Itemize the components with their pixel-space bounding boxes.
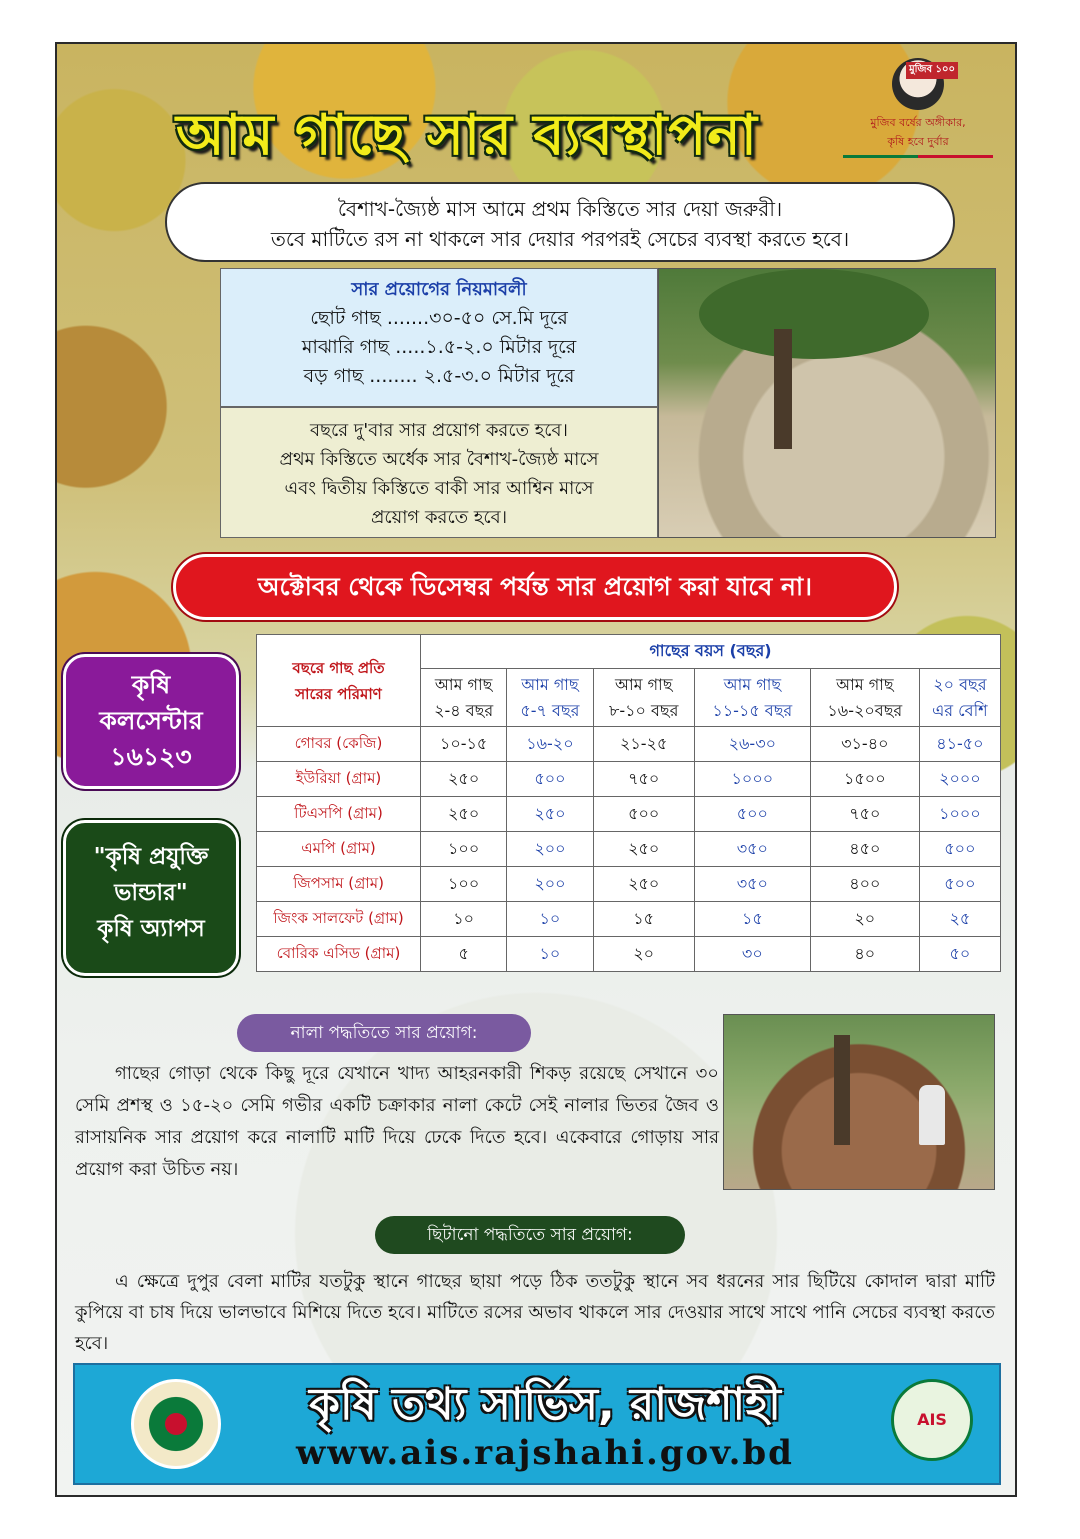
dose-cell: ১৫ — [694, 902, 810, 937]
table-label-header — [257, 635, 421, 727]
twice-yearly-box — [220, 407, 658, 538]
fertilizer-dose-table — [256, 634, 1001, 972]
footer — [73, 1363, 1001, 1485]
table-row — [257, 937, 1001, 972]
dose-cell: ৫০০ — [593, 797, 694, 832]
dose-cell: ২৫০ — [421, 762, 507, 797]
photo-trunk — [774, 329, 792, 449]
twice-line-3: এবং দ্বিতীয় কিস্তিতে বাকী সার আশ্বিন মাসে — [284, 478, 594, 499]
label-header-line-2: সারের পরিমাণ — [295, 684, 382, 703]
krishi-apps-badge — [63, 820, 239, 976]
rules-box — [220, 268, 658, 407]
timing-notice — [165, 182, 955, 262]
table-row — [257, 797, 1001, 832]
column-header-line-2: ১৬-২০বছর — [827, 700, 903, 720]
dose-cell: ১৬-২০ — [507, 727, 593, 762]
fertilizer-name: জিপসাম (গ্রাম) — [257, 867, 421, 902]
organization-name: কৃষি তথ্য সার্ভিস, রাজশাহী — [309, 1379, 781, 1430]
column-header-line-2: এর বেশি — [932, 700, 988, 720]
callcenter-line-2: কলসেন্টার — [99, 706, 203, 735]
label-header-line-1: বছরে গাছ প্রতি — [292, 658, 385, 677]
column-header-line-1: আম গাছ — [521, 674, 579, 694]
callcenter-line-1: কৃষি — [131, 670, 171, 699]
notice-line-2: তবে মাটিতে রস না থাকলে সার দেয়ার পরপরই সেচের ব্যবস্থা করতে হবে। — [270, 227, 850, 251]
fertilizer-name: এমপি (গ্রাম) — [257, 832, 421, 867]
dose-cell: ২৫০ — [593, 832, 694, 867]
trench-method-heading: নালা পদ্ধতিতে সার প্রয়োগ: — [237, 1014, 531, 1052]
column-header-line-2: ৫-৭ বছর — [520, 700, 580, 720]
call-center-badge — [63, 654, 239, 789]
age-column-header — [593, 669, 694, 727]
notice-line-1: বৈশাখ-জ্যৈষ্ঠ মাস আমে প্রথম কিস্তিতে সার দেয়া জরুরী। — [337, 197, 783, 221]
dose-cell: ৫০ — [919, 937, 1000, 972]
dose-cell: ৭৫০ — [810, 797, 919, 832]
photo2-farmer — [919, 1085, 945, 1145]
rule-large-tree: বড় গাছ ........ ২.৫-৩.০ মিটার দূরে — [303, 365, 575, 387]
rule-medium-tree: মাঝারি গাছ .....১.৫-২.০ মিটার দূরে — [301, 336, 577, 358]
badge-line-1: মুজিব বর্ষের অঙ্গীকার, — [870, 116, 966, 129]
column-header-line-1: আম গাছ — [723, 674, 782, 694]
table-row — [257, 832, 1001, 867]
age-column-header — [810, 669, 919, 727]
dose-cell: ১০ — [507, 902, 593, 937]
apps-line-1: "কৃষি প্রযুক্তি — [93, 844, 209, 870]
age-column-header — [507, 669, 593, 727]
table-row — [257, 762, 1001, 797]
broadcast-method-heading: ছিটানো পদ্ধতিতে সার প্রয়োগ: — [375, 1216, 685, 1254]
column-header-line-1: আম গাছ — [434, 674, 493, 694]
fertilizer-name: বোরিক এসিড (গ্রাম) — [257, 937, 421, 972]
table-row — [257, 727, 1001, 762]
twice-line-1: বছরে দু'বার সার প্রয়োগ করতে হবে। — [310, 420, 568, 441]
dose-cell: ৫০০ — [919, 832, 1000, 867]
dose-cell: ১০ — [507, 937, 593, 972]
dose-cell: ২০০ — [507, 832, 593, 867]
dose-cell: ৩১-৪০ — [810, 727, 919, 762]
dose-cell: ৩০ — [694, 937, 810, 972]
column-header-line-1: ২০ বছর — [933, 674, 987, 694]
fertilizer-name: টিএসপি (গ্রাম) — [257, 797, 421, 832]
flag-bar — [843, 155, 993, 158]
mujib-100-label: মুজিব ১০০ — [906, 62, 958, 79]
dose-cell: ২১-২৫ — [593, 727, 694, 762]
bangladesh-govt-seal-icon — [131, 1379, 221, 1469]
dose-cell: ৫০০ — [507, 762, 593, 797]
website-url: www.ais.rajshahi.gov.bd — [296, 1433, 794, 1473]
rules-heading: সার প্রয়োগের নিয়মাবলী — [351, 279, 527, 300]
twice-line-4: প্রয়োগ করতে হবে। — [370, 507, 508, 528]
dose-cell: ১০০ — [421, 867, 507, 902]
column-header-line-2: ৮-১০ বছর — [608, 700, 679, 720]
apps-line-2: ভান্ডার" — [114, 880, 188, 906]
dose-cell: ২০ — [810, 902, 919, 937]
badge-line-2: কৃষি হবে দুর্বার — [887, 135, 949, 148]
table-row — [257, 902, 1001, 937]
age-header: গাছের বয়স (বছর) — [421, 635, 1001, 669]
dose-cell: ১০-১৫ — [421, 727, 507, 762]
dose-cell: ৩৫০ — [694, 867, 810, 902]
poster — [55, 42, 1017, 1497]
broadcast-method-text: এ ক্ষেত্রে দুপুর বেলা মাটির যতটুকু স্থানে গাছের ছায়া পড়ে ঠিক ততটুকু স্থানে সব ধরনের সার ছিটিয়ে কোদাল দ্বারা মাটি কুপিয়ে বা চাষ দিয়ে ভালভাবে মিশিয়ে দিতে হবে। মাটিতে রসের অভাব থাকলে সার দেওয়ার সাথে সাথে পানি সেচের ব্যবস্থা করতে হবে। — [75, 1271, 995, 1354]
photo2-trunk — [834, 1035, 850, 1145]
dose-cell: ২৫ — [919, 902, 1000, 937]
column-header-line-1: আম গাছ — [836, 674, 894, 694]
dose-cell: ৫০০ — [919, 867, 1000, 902]
dose-cell: ১০০ — [421, 832, 507, 867]
dose-cell: ৫ — [421, 937, 507, 972]
dose-cell: ২০০ — [507, 867, 593, 902]
twice-line-2: প্রথম কিস্তিতে অর্ধেক সার বৈশাখ-জ্যৈষ্ঠ মাসে — [279, 449, 599, 470]
dose-cell: ৪০০ — [810, 867, 919, 902]
rule-small-tree: ছোট গাছ .......৩০-৫০ সে.মি দূরে — [310, 307, 568, 329]
dose-cell: ২০ — [593, 937, 694, 972]
fertilizer-name: গোবর (কেজি) — [257, 727, 421, 762]
farmer-applying-fertilizer-photo — [723, 1014, 995, 1190]
column-header-line-2: ২-৪ বছর — [434, 700, 494, 720]
mujib-badge — [833, 58, 1003, 158]
callcenter-number: ১৬১২৩ — [110, 742, 192, 771]
age-column-header — [421, 669, 507, 727]
warning-banner: অক্টোবর থেকে ডিসেম্বর পর্যন্ত সার প্রয়োগ করা যাবে না। — [173, 554, 897, 620]
dose-cell: ৪০ — [810, 937, 919, 972]
ais-logo-icon: AIS — [891, 1379, 973, 1461]
column-header-line-2: ১১-১৫ বছর — [712, 700, 793, 720]
table-row — [257, 867, 1001, 902]
dose-cell: ২৫০ — [507, 797, 593, 832]
fertilizer-name: ইউরিয়া (গ্রাম) — [257, 762, 421, 797]
column-header-line-1: আম গাছ — [614, 674, 673, 694]
dose-cell: ২০০০ — [919, 762, 1000, 797]
photo-canopy — [699, 269, 929, 359]
fertilizer-name: জিংক সালফেট (গ্রাম) — [257, 902, 421, 937]
dose-cell: ৪৫০ — [810, 832, 919, 867]
dose-cell: ২৬-৩০ — [694, 727, 810, 762]
mango-tree-basin-photo — [658, 268, 996, 538]
dose-cell: ৫০০ — [694, 797, 810, 832]
dose-cell: ৩৫০ — [694, 832, 810, 867]
dose-cell: ১৫০০ — [810, 762, 919, 797]
dose-cell: ২৫০ — [421, 797, 507, 832]
dose-cell: ১৫ — [593, 902, 694, 937]
dose-cell: ৪১-৫০ — [919, 727, 1000, 762]
page-title: আম গাছে সার ব্যবস্থাপনা — [176, 103, 758, 168]
dose-cell: ১০০০ — [694, 762, 810, 797]
age-column-header — [919, 669, 1000, 727]
dose-cell: ৭৫০ — [593, 762, 694, 797]
dose-cell: ১০০০ — [919, 797, 1000, 832]
dose-cell: ২৫০ — [593, 867, 694, 902]
apps-line-3: কৃষি অ্যাপস — [97, 916, 205, 942]
trench-method-text: গাছের গোড়া থেকে কিছু দূরে যেখানে খাদ্য আহরনকারী শিকড় রয়েছে সেখানে ৩০ সেমি প্রশস্থ ও ১৫-২০ সেমি গভীর একটি চক্রাকার নালা কেটে সেই নালার ভিতর জৈব ও রাসায়নিক সার প্রয়োগ করে নালাটি মাটি দিয়ে ঢেকে দিতে হবে। একেবারে গোড়ায় সার প্রয়োগ করা উচিত নয়। — [75, 1063, 719, 1180]
age-column-header — [694, 669, 810, 727]
dose-cell: ১০ — [421, 902, 507, 937]
